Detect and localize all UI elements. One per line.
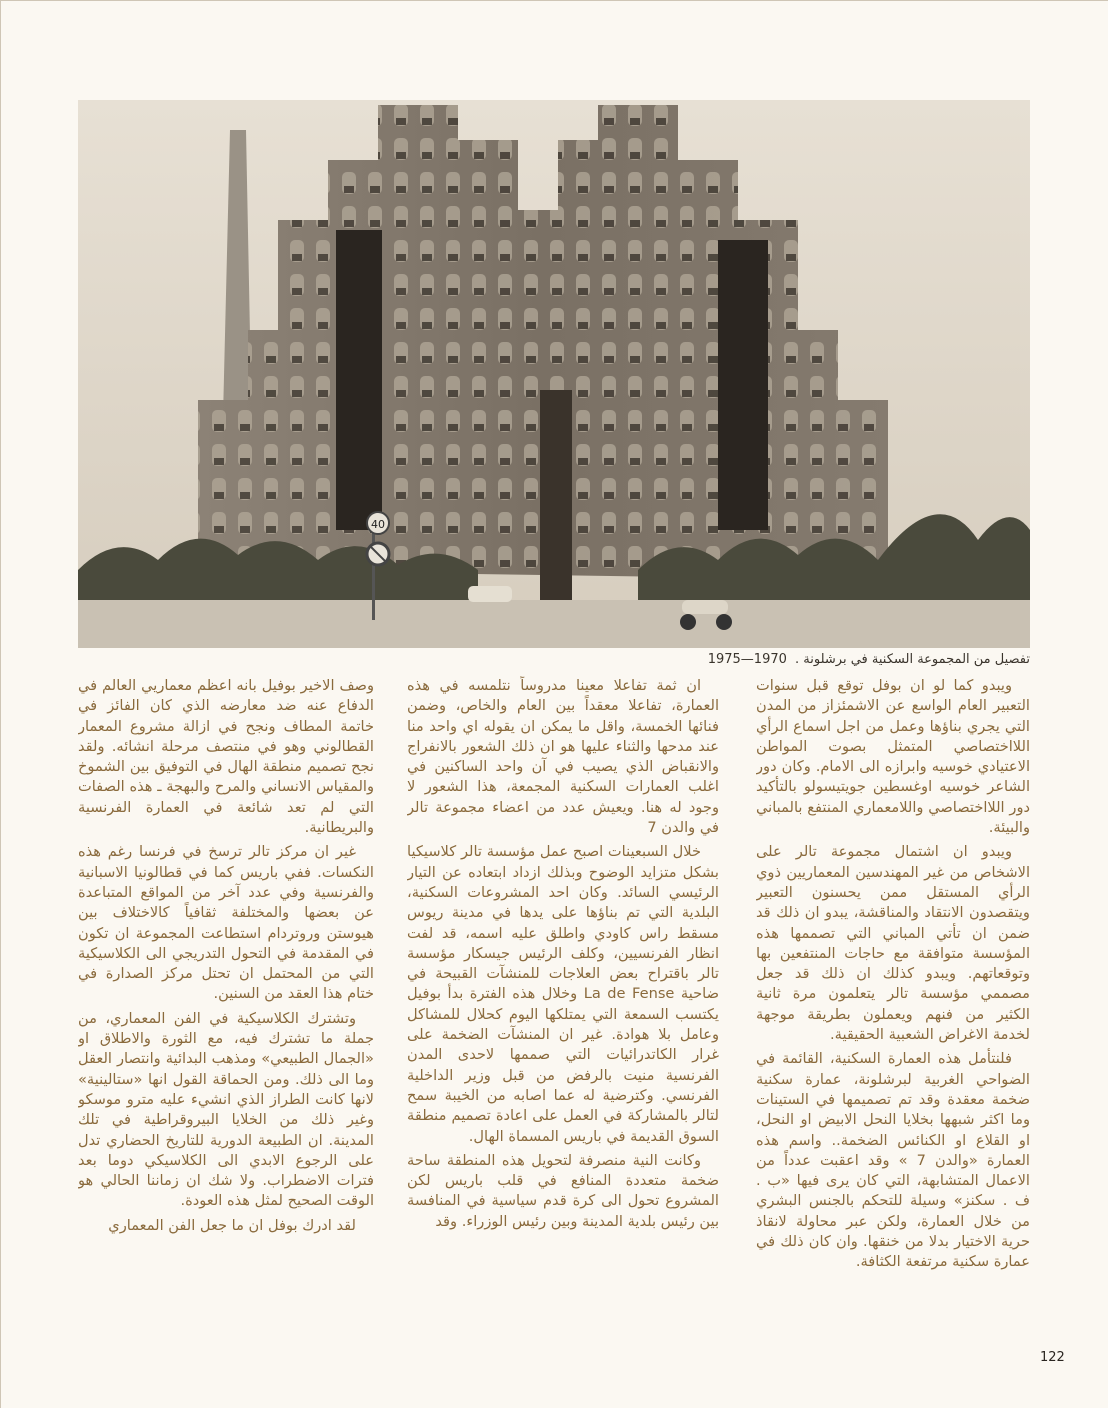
paragraph: ويبدو كما لو ان بوفل توقع قبل سنوات التعبير العام الواسع عن الاشمئزاز من المدن التي يجري بناؤها وعمل من اجل اسماع الرأي اللااختصاصي المتمثل بصوت المواطن الاعتيادي خوسيه وابرازه الى الامام. وكان دور الشاعر خوسيه اوغسطين جويتيسولو بالتأكيد دور اللااختصاصي واللامعماري المنتفع بالمباني والبيئة.	[756, 677, 1030, 837]
paragraph: وصف الاخير بوفيل بانه اعظم معماريي العالم في الدفاع عنه ضد معارضه الذي كان الفائز في خاتمة المطاف ونجح في ازالة مشروع المعمار القطالوني وهو في منتصف مرحلة انشائه. ولقد نجح تصميم منطقة الهال في التوفيق بين الشموخ والمقياس الانساني والمرح والبهجة ـ هذه الصفات التي لم تعد شائعة في العمارة الفرنسية والبريطانية.	[78, 677, 374, 837]
text-column-middle	[407, 676, 719, 1336]
paragraph: وكانت النية منصرفة لتحويل هذه المنطقة ساحة ضخمة متعددة المنافع في قلب باريس لكن المشروع تحول الى كرة قدم سياسية في المنافسة بين رئيس بلدية المدينة وبين رئيس الوزراء. وقد	[407, 1151, 719, 1230]
paragraph: خلال السبعينات اصبح عمل مؤسسة تالر كلاسيكيا بشكل متزايد الوضوح وبذلك ازداد ابتعاده عن التيار الرئيسي السائد. وكان احد المشروعات السكنية، البلدية التي تم بناؤها على يدها في مدينة ريوس مسقط راس كاودي واطلق عليه اسمه، قد لفت انظار الفرنسيين، وكلف الرئيس جيسكار مؤسسة تالر باقتراح بعض العلاجات للمنشآت القبيحة في ضاحية La de Fense وخلال هذه الفترة بدأ بوفيل يكتسب السمعة التي يمتلكها اليوم كحلال للمشاكل وعامل بلا هوادة. غير ان المنشآت الضخمة على غرار الكاتدرائيات التي صممها لاحدى المدن الفرنسية منيت بالرفض من قبل وزير الداخلية الفرنسي. وكترضية له عما اصابه من الخيبة سمح لتالر بالمشاركة في العمل على اعادة تصميم منطقة السوق القديمة في باريس المسماة الهال.	[407, 843, 719, 1145]
svg-text:40: 40	[371, 518, 385, 531]
paragraph: وتشترك الكلاسيكية في الفن المعماري، من جملة ما تشترك فيه، مع الثورة والاطلاق او «الجمال الطبيعي» ومذهب البدائية وانتصار العقل وما الى ذلك. ومن الحماقة القول انها «ستالينية» لانها كانت الطراز الذي انشيء عليه مترو موسكو وغير ذلك من الخلايا البيروقراطية في تلك المدينة. ان الطبيعة الدورية للتاريخ الحضاري تدل على الرجوع الابدي الى الكلاسيكي دوما بعد فترات الاضطراب. ولا شك ان زماننا الحالي هو الوقت الصحيح لمثل هذه العودة.	[78, 1009, 374, 1210]
caption-dates: 1975—1970	[707, 652, 787, 667]
page-number: 122	[1040, 1350, 1065, 1365]
paragraph: غير ان مركز تالر ترسخ في فرنسا رغم هذه النكسات. ففي باريس كما في قطالونيا الاسبانية والفرنسية وفي عدد آخر من المواقع المتباعدة عن بعضها والمختلفة ثقافياً كالاختلاف بين هيوستن وروتردام استطاعت المجموعة ان تكون في المقدمة في التحول التدريجي الى الكلاسيكية التي من المحتمل ان تحتل مركز الصدارة في ختام هذا العقد من السنين.	[78, 843, 374, 1003]
building-photo	[78, 100, 1030, 648]
paragraph: لقد ادرك بوفل ان ما جعل الفن المعماري	[108, 1216, 356, 1234]
paragraph: فلنتأمل هذه العمارة السكنية، القائمة في الضواحي الغربية لبرشلونة، عمارة سكنية ضخمة معقدة وقد تم تصميمها في الستينات وما اكثر شبهها بخلايا النحل الابيض او النحل، او القلاع او الكنائس الضخمة.. واسم هذه العمارة «والدن 7 » وقد اعقبت عدداً من الاعمال المتشابهة، التي كان يرى فيها «ب . ف . سكنز» وسيلة للتحكم بالجنس البشري من خلال العمارة، ولكن عبر محاولة لانقاذ حرية الاختيار بدلا من خنقها. وان كان ذلك في عمارة سكنية مرتفعة الكثافة.	[756, 1050, 1030, 1271]
text-column-left	[78, 676, 374, 1336]
caption-text: تفصيل من المجموعة السكنية في برشلونة .	[795, 652, 1030, 667]
paragraph: ان ثمة تفاعلا معينا مدروساً نتلمسه في هذه العمارة، تفاعلا معقداً بين العام والخاص، وضمن فنائها الخمسة، واقل ما يمكن ان يقوله اي واحد منا عند مدحها والثناء عليها هو ان ذلك الشعور بالانفراج والانقباض الذي يصيب في آن واحد الساكنين في اغلب العمارات السكنية المجمعة، هذا الشعور لا وجود له هنا. ويعيش عدد من اعضاء مجموعة تالر في والدن 7	[407, 677, 719, 837]
text-column-right	[756, 676, 1030, 1336]
photo-caption	[78, 650, 1030, 670]
paragraph: ويبدو ان اشتمال مجموعة تالر على الاشخاص من غير المهندسين المعماريين ذوي الرأي المستقل ممن يحسنون التعبير ويتقصدون الانتقاد والمناقشة، يبدو ان ذلك قد ضمن ان تأتي المباني التي تصممها هذه المؤسسة متوافقة مع حاجات المنتفعين بها وتوقعاتهم. ويبدو كذلك ان ذلك قد جعل مصممي مؤسسة تالر يتعلمون مرة ثانية الكثير من فنهم ويعملون بطريقة موجهة لخدمة الاغراض الشعبية الحقيقية.	[756, 843, 1030, 1044]
